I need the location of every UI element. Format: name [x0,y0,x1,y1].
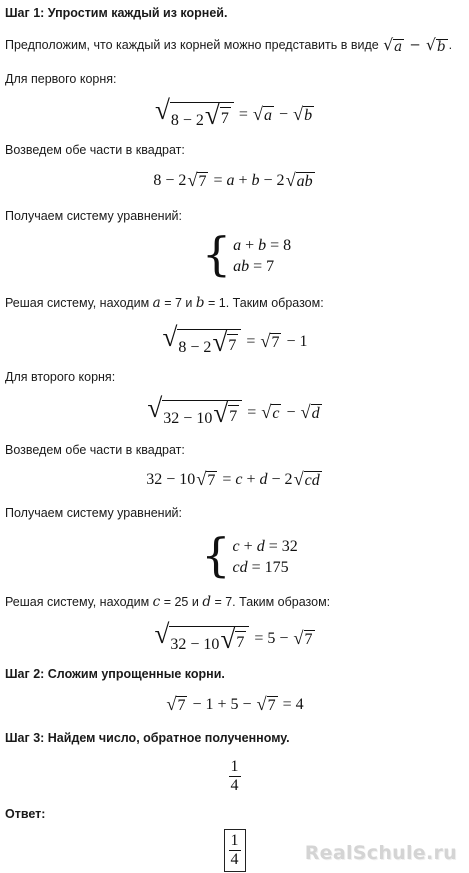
fraction-reciprocal: $\frac{1}{4}$ [230,757,239,794]
system-1: { a + b = 8 ab = 7 [201,227,292,281]
equation-first-result: √ 8 − 2 √ 7 = √ 7 − 1 [162,322,308,358]
square-both-2: Возведем обе части в квадрат: [5,443,185,457]
step1-heading: Шаг 1: Упростим каждый из корней. [5,6,228,20]
system-2: { c + d = 32 cd = 175 [201,528,298,582]
intro-formula: √ a − √ b [383,36,446,55]
equation-second-root: √ 32 − 10 √ 7 = √ c − √ d [147,393,320,429]
watermark: RealSchule.ru [304,842,457,864]
second-root-label: Для второго корня: [5,370,116,384]
equation-second-result: √ 32 − 10 √ 7 = 5 − √ 7 [154,619,313,655]
step3-heading: Шаг 3: Найдем число, обратное полученному. [5,731,290,745]
answer-boxed: $\frac{1}{4}$ [0,828,469,872]
equation-first-root: √ 8 − 2 √ 7 = √ a − √ b [154,95,313,131]
intro-text: Предположим, что каждый из корней можно представить в виде √ a − √ b . [5,36,453,55]
system-label-1: Получаем систему уравнений: [5,209,183,223]
answer-label: Ответ: [5,807,46,821]
solve-2: Решая систему, находим c = 25 и d = 7. Таким образом: [5,594,331,610]
square-both-1: Возведем обе части в квадрат: [5,143,185,157]
system-label-2: Получаем систему уравнений: [5,506,183,520]
solve-1: Решая систему, находим a = 7 и b = 1. Таким образом: [5,295,324,311]
equation-squared-2: 32 − 10 √ 7 = c + d − 2 √ cd [146,469,320,490]
equation-sum: √ 7 − 1 + 5 − √ 7 = 4 [166,694,304,715]
equation-squared-1: 8 − 2 √ 7 = a + b − 2 √ ab [153,170,313,191]
step2-heading: Шаг 2: Сложим упрощенные корни. [5,667,225,681]
first-root-label: Для первого корня: [5,72,117,86]
